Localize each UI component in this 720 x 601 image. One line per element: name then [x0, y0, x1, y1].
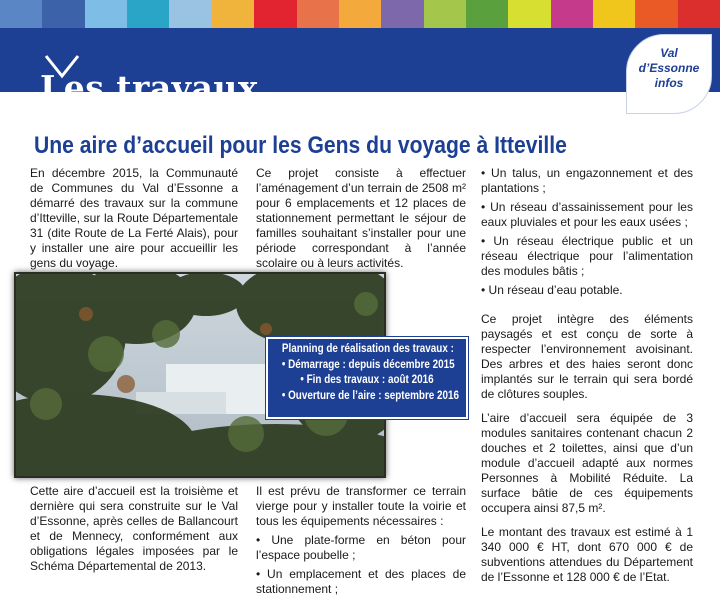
color-swatch: [635, 0, 677, 28]
landscape-paragraph: Ce projet intègre des éléments paysagés et est conçu de sorte à respecter l’environnement avoisinant. Des arbres et des haies seront donc implantés sur le terrain qui sera bordé de clôtures souples.: [481, 312, 693, 401]
color-swatch: [127, 0, 169, 28]
color-swatch: [424, 0, 466, 28]
intro-paragraph: En décembre 2015, la Communauté de Communes du Val d’Essonne a démarré des travaux sur la commune d’Itteville, sur la Route Départementale 31 (dite Route de La Ferté Alais), pour y installer une aire pour accueillir les gens du voyage.: [30, 166, 238, 270]
color-swatch: [678, 0, 720, 28]
publication-badge-text: Val d’Essonne infos: [638, 46, 700, 90]
list-item: • Un talus, un engazonnement et des plantations ;: [481, 166, 693, 196]
list-item: • Un réseau d’eau potable.: [481, 283, 693, 298]
planning-box: [266, 337, 468, 419]
color-swatch: [551, 0, 593, 28]
color-swatch: [254, 0, 296, 28]
color-swatch: [466, 0, 508, 28]
color-swatch: [508, 0, 550, 28]
list-item: • Un réseau électrique public et un réseau électrique pour l’alimentation des modules bâtis ;: [481, 234, 693, 279]
planning-item: • Fin des travaux : août 2016: [282, 373, 452, 389]
column-2-bottom: [256, 484, 466, 601]
column-1-bottom: [30, 484, 238, 583]
color-swatch: [169, 0, 211, 28]
planning-title: Planning de réalisation des travaux :: [281, 343, 454, 355]
column-1-top: [30, 166, 238, 280]
color-swatch: [0, 0, 42, 28]
article-headline: Une aire d’accueil pour les Gens du voyage à Itteville: [34, 132, 567, 159]
works-list: [256, 533, 466, 597]
list-item: • Un emplacement et des places de stationnement ;: [256, 567, 466, 597]
color-swatch: [381, 0, 423, 28]
equipment-paragraph: L’aire d’accueil sera équipée de 3 modules sanitaires contenant chacun 2 douches et 2 toilettes, ainsi que d’un module d’accueil adapté aux normes Personnes à Mobilité Réduite. La surface bâtie de ces équipements occupera ainsi 87,5 m².: [481, 411, 693, 515]
color-swatch: [42, 0, 84, 28]
planning-item: • Démarrage : depuis décembre 2015: [282, 358, 452, 374]
works-intro: Il est prévu de transformer ce terrain vierge pour y installer toute la voirie et tous les équipements nécessaires :: [256, 484, 466, 528]
color-swatch-bar: [0, 0, 720, 28]
color-swatch: [212, 0, 254, 28]
column-3: [481, 166, 693, 594]
column-2-top: [256, 166, 466, 280]
project-paragraph: Ce projet consiste à effectuer l’aménagement d’un terrain de 2508 m² pour 6 emplacements et 12 places de stationnement permettant le séjour de familles souhaitant s’installer pour une période correspondant à l’année scolaire ou à leurs activités.: [256, 166, 466, 270]
cost-paragraph: Le montant des travaux est estimé à 1 340 000 € HT, dont 670 000 € de subventions attendues du Département de l’Essonne et 128 000 € de l’Etat.: [481, 525, 693, 584]
context-paragraph: Cette aire d’accueil est la troisième et dernière qui sera construite sur le Val d’Essonne, après celles de Ballancourt et de Mennecy, conformément aux obligations légales imposées par le Schéma Départemental de 2013.: [30, 484, 238, 573]
list-item: • Un réseau d’assainissement pour les eaux pluviales et pour les eaux usées ;: [481, 200, 693, 230]
list-item: • Une plate-forme en béton pour l’espace poubelle ;: [256, 533, 466, 563]
planning-item: • Ouverture de l’aire : septembre 2016: [282, 389, 452, 405]
color-swatch: [593, 0, 635, 28]
color-swatch: [297, 0, 339, 28]
section-title: Les travaux: [40, 68, 259, 107]
network-list: [481, 166, 693, 298]
section-banner: [0, 28, 720, 107]
color-swatch: [339, 0, 381, 28]
color-swatch: [85, 0, 127, 28]
